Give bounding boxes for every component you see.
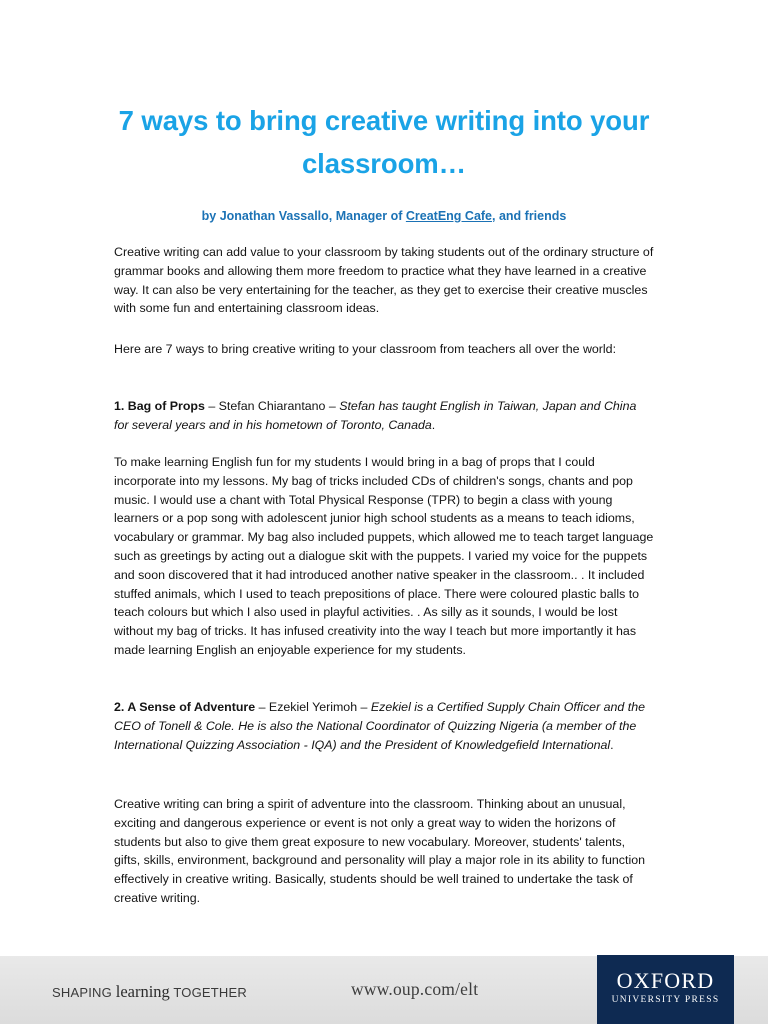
logo-name: OXFORD <box>616 968 715 993</box>
intro-paragraph-1: Creative writing can add value to your classroom by taking students out of the ordinary structure of grammar books and allowing them more freedom to practice what they have learned in a creative way. It can also be very entertaining for the teacher, as they get to exercise their creative muscles with some fun and entertaining classroom ideas. <box>114 245 654 316</box>
section-2-bio: Ezekiel is a Certified Supply Chain Officer and the CEO of Tonell & Cole. He is also the National Coordinator of Quizzing Nigeria (a member of the International Quizzing Association - IQA) and the President of Knowledgefield International <box>114 700 645 752</box>
section-1-bio-end: . <box>431 417 436 432</box>
byline-prefix: by Jonathan Vassallo, Manager of <box>201 209 406 223</box>
oxford-logo <box>597 955 734 1024</box>
section-1-author: – Stefan Chiarantano – <box>204 399 340 413</box>
section-2-author: – Ezekiel Yerimoh – <box>255 700 371 714</box>
section-2-heading: 2. A Sense of Adventure <box>114 700 256 714</box>
tagline-end: TOGETHER <box>169 985 247 1000</box>
intro-paragraph-2: Here are 7 ways to bring creative writing to your classroom from teachers all over the world: <box>114 342 617 356</box>
section-1-heading: 1. Bag of Props <box>114 399 205 413</box>
tagline-start: SHAPING <box>52 985 116 1000</box>
page-footer <box>0 956 768 1024</box>
createng-cafe-link[interactable]: CreatEng Cafe <box>405 209 493 223</box>
article-title: 7 ways to bring creative writing into your classroom… <box>118 105 650 179</box>
article-byline <box>60 207 708 225</box>
logo-press: UNIVERSITY PRESS <box>611 995 720 1005</box>
section-2-bio-end: . <box>610 737 614 752</box>
section-1-bio: Stefan has taught English in Taiwan, Japan and China for several years and in his hometown of Toronto, Canada <box>114 399 637 432</box>
footer-url-link[interactable]: www.oup.com/elt <box>351 979 479 999</box>
section-2-body: Creative writing can bring a spirit of adventure into the classroom. Thinking about an unusual, exciting and dangerous experience or event is not only a great way to widen the horizons of students but also to give them great exposure to new vocabulary. Moreover, students' talents, gifts, skills, environment, background and personality will play a major role in its ability to function effectively in creative writing. Basically, students should be well trained to undertake the task of creative writing. <box>114 797 645 905</box>
section-1-header <box>114 397 654 435</box>
footer-tagline <box>52 982 247 1002</box>
byline-suffix: , and friends <box>492 209 567 223</box>
tagline-mid: learning <box>115 982 170 1001</box>
section-2-header <box>114 698 654 754</box>
section-1-body: To make learning English fun for my students I would bring in a bag of props that I could incorporate into my lessons. My bag of tricks included CDs of children's songs, chants and pop music. I would use a chant with Total Physical Response (TPR) to begin a class with young learners or a pop song with adolescent junior high school students as a means to teach idioms, vocabulary or grammar. My bag also included puppets, which allowed me to teach target language such as greetings by acting out a dialogue skit with the puppets. I varied my voice for the puppets and soon discovered that it had introduced another native speaker in the classroom.. . It included stuffed animals, which I used to teach prepositions of place. There were coloured plastic balls to teach colours but which I also used in playful activities. . As silly as it sounds, I would be lost without my bag of tricks. It has infused creativity into the way I teach but more importantly it has made learning English an enjoyable experience for my students. <box>114 455 654 657</box>
